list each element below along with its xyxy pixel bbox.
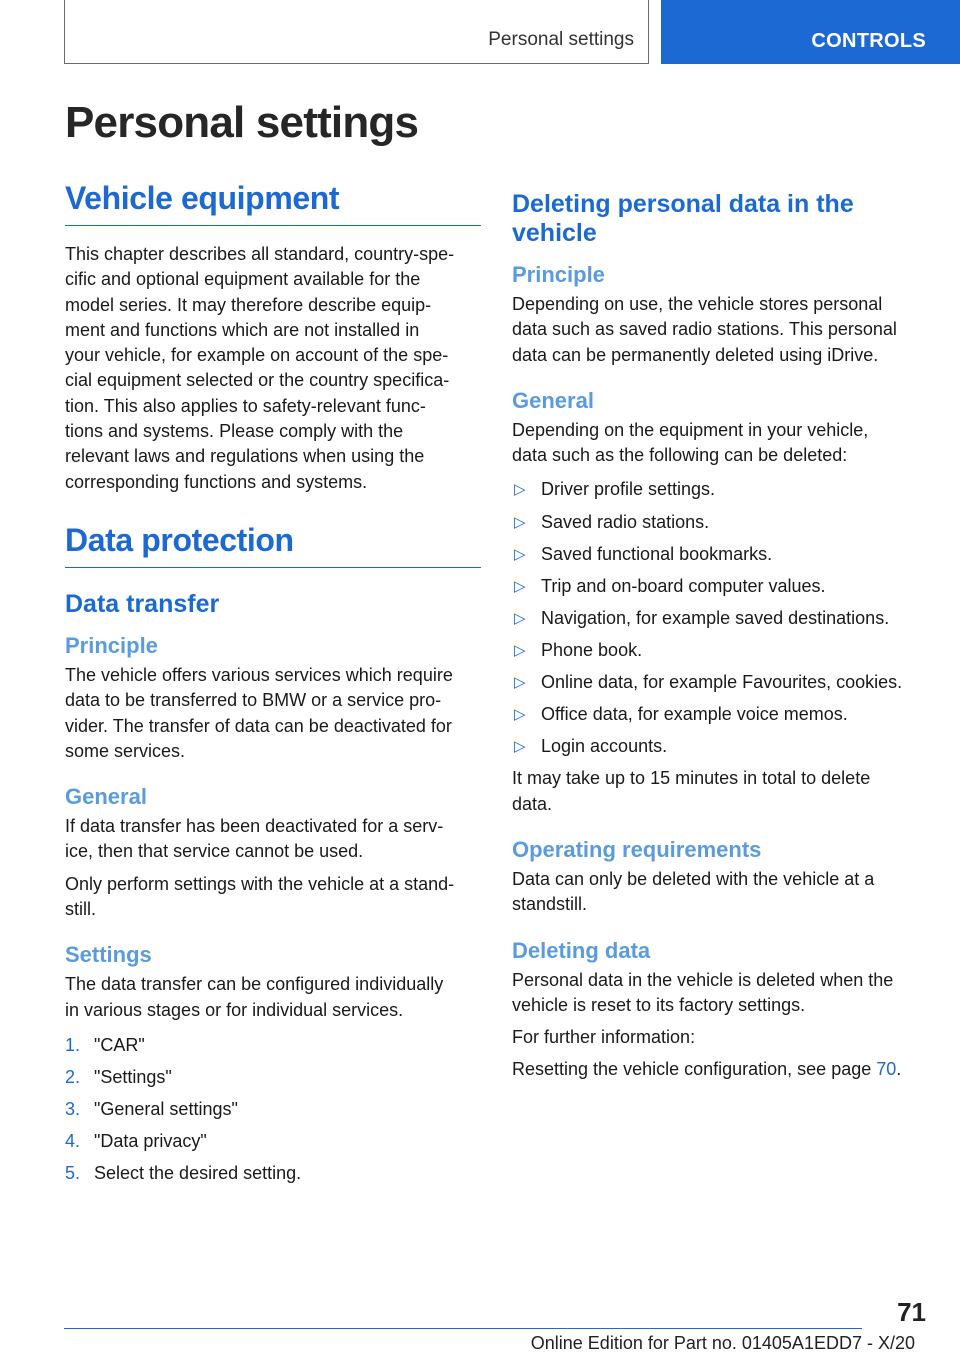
settings-steps [65,1033,481,1187]
step-number: 1. [65,1034,81,1055]
page-number: 71 [897,1297,926,1327]
list-item: 4. "Data privacy" [65,1129,481,1154]
settings-heading: Settings [65,942,152,968]
list-item: 1. "CAR" [65,1033,481,1058]
list-item: ▷ Saved radio stations. [512,510,932,535]
footer-divider [64,1328,862,1329]
further-info-text: For further information: [512,1027,696,1048]
deleting-personal-data-heading: Deleting personal data in the vehicle [512,190,854,247]
triangle-bullet-icon: ▷ [514,577,526,595]
page-reference: Resetting the vehicle configuration, see page 70. [512,1059,902,1080]
list-item: 5. Select the desired setting. [65,1161,481,1186]
step-number: 5. [65,1163,81,1184]
general-text-1: If data transfer has been deactivated for a serv- ice, then that service cannot be used. [65,816,444,862]
general-heading: General [512,387,594,413]
vehicle-equipment-heading: Vehicle equipment [65,180,481,226]
data-transfer-heading: Data transfer [65,589,220,618]
list-item: 3. "General settings" [65,1097,481,1122]
principle-heading: Principle [65,632,158,658]
footer-edition: Online Edition for Part no. 01405A1EDD7 - X/20 [530,1333,915,1353]
principle-text: The vehicle offers various services which require data to be transferred to BMW or a service pro- vider. The transfer of data can be deactivated for some services. [65,664,453,761]
step-number: 4. [65,1131,81,1152]
general-after-text: It may take up to 15 minutes in total to delete data. [512,768,871,814]
list-item: ▷ Driver profile settings. [512,477,932,502]
triangle-bullet-icon: ▷ [514,738,526,756]
settings-text: The data transfer can be configured individually in various stages or for individual services. [65,974,444,1020]
deleting-data-text: Personal data in the vehicle is deleted when the vehicle is reset to its factory settings. [512,969,894,1015]
deletable-data-list [512,477,932,759]
header-chapter-label: CONTROLS [811,30,926,52]
page-link[interactable]: 70 [876,1059,897,1080]
general-text: Depending on the equipment in your vehicle, data such as the following can be deleted: [512,419,869,466]
triangle-bullet-icon: ▷ [514,481,526,499]
data-protection-heading: Data protection [65,522,481,568]
triangle-bullet-icon: ▷ [514,545,526,563]
list-item: ▷ Saved functional bookmarks. [512,542,932,567]
list-item: ▷ Phone book. [512,638,932,663]
triangle-bullet-icon: ▷ [514,609,526,627]
general-text-2: Only perform settings with the vehicle at a stand- still. [65,873,455,920]
triangle-bullet-icon: ▷ [514,641,526,659]
deleting-data-heading: Deleting data [512,937,651,963]
right-column [512,190,932,1090]
header-section-box [64,0,649,64]
principle-heading: Principle [512,262,605,287]
operating-requirements-text: Data can only be deleted with the vehicle at a standstill. [512,868,875,915]
step-number: 2. [65,1067,81,1088]
list-item: ▷ Login accounts. [512,734,932,759]
principle-text: Depending on use, the vehicle stores personal data such as saved radio stations. This personal data can be permanently deleted using iDrive. [512,294,897,365]
list-item: ▷ Office data, for example voice memos. [512,702,932,727]
vehicle-equipment-text: This chapter describes all standard, country-spe- cific and optional equipment available for the model series. It may therefore describe equip- ment and functions which are not installed in your vehicle, for example on account of the spe- cial equipment selected or the country specifica- tion. This also applies to safety-relevant func- tions and systems. Please comply with the relevant laws and regulations when using the corresponding functions and systems. [65,244,455,492]
left-column [65,180,481,1193]
triangle-bullet-icon: ▷ [514,706,526,724]
page-title: Personal settings [65,98,419,147]
list-item: ▷ Online data, for example Favourites, cookies. [512,670,932,695]
operating-requirements-heading: Operating requirements [512,836,762,862]
step-number: 3. [65,1099,81,1120]
list-item: ▷ Navigation, for example saved destinations. [512,606,932,631]
header-chapter-tab [661,0,960,64]
list-item: 2. "Settings" [65,1065,481,1090]
triangle-bullet-icon: ▷ [514,513,526,531]
general-heading: General [65,784,147,810]
triangle-bullet-icon: ▷ [514,674,526,692]
list-item: ▷ Trip and on-board computer values. [512,574,932,599]
header-section-title: Personal settings [488,29,634,50]
